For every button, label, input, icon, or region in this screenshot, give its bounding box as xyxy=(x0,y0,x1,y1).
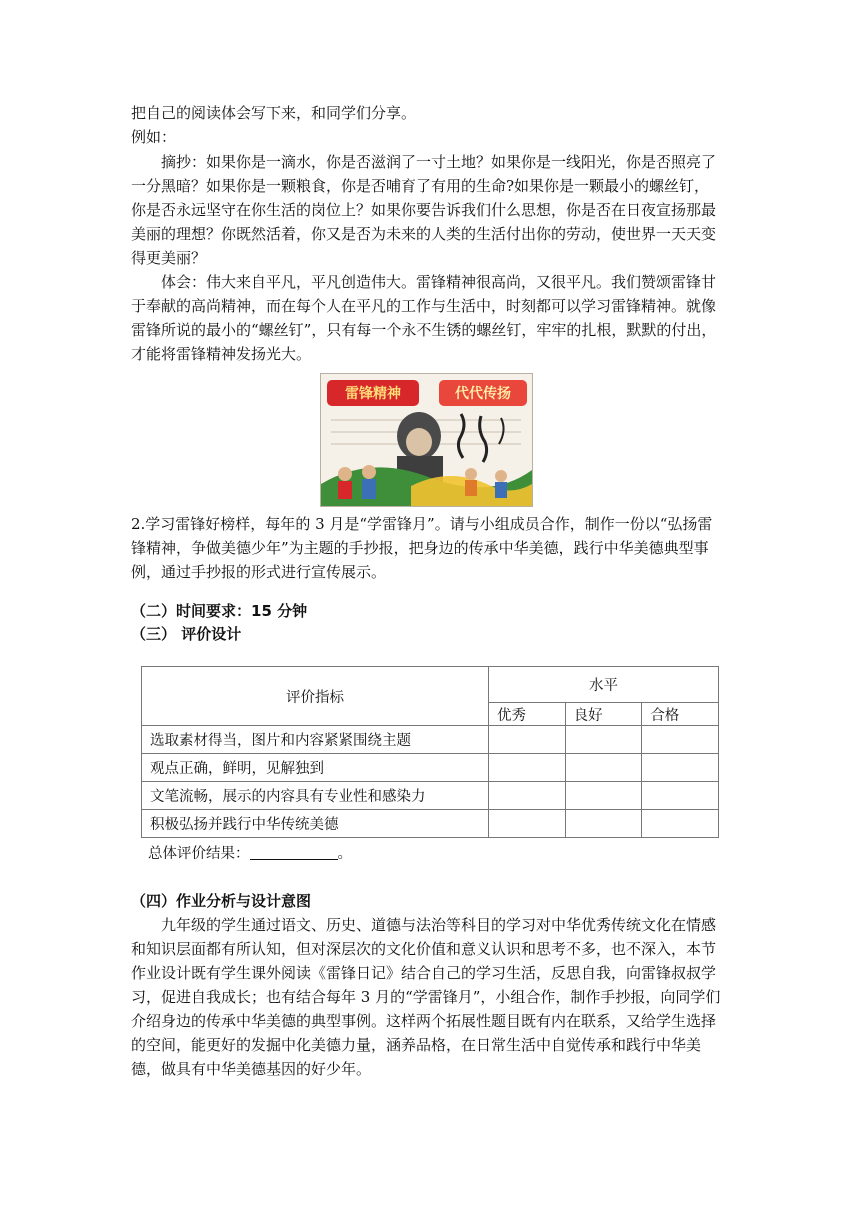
score-cell[interactable] xyxy=(565,810,642,838)
criterion-cell: 选取素材得当，图片和内容紧紧围绕主题 xyxy=(142,726,489,754)
score-cell[interactable] xyxy=(489,810,566,838)
indicator-header: 评价指标 xyxy=(142,667,489,726)
score-cell[interactable] xyxy=(489,726,566,754)
level-pass: 合格 xyxy=(642,703,719,726)
evaluation-design-heading: （三） 评价设计 xyxy=(131,625,242,643)
table-row xyxy=(142,810,719,838)
criterion-cell: 文笔流畅，展示的内容具有专业性和感染力 xyxy=(142,782,489,810)
analysis-paragraph: 九年级的学生通过语文、历史、道德与法治等科目的学习对中华优秀传统文化在情感和知识层面都有所认知，但对深层次的文化价值和意义认识和思考不多，也不深入，本节作业设计既有学生课外阅读《雷锋日记》结合自己的学习生活，反思自我，向雷锋叔叔学习，促进自我成长；也有结合每年 3 月的“学雷锋月”，小组合作，制作手抄报，向同学们介绍身边的传承中华美德的典型事例。这样两个拓展性题目既有内在联系，又给学生选择的空间，能更好的发掘中化美德力量，涵养品格，在日常生活中自觉传承和践行中华美德，做具有中华美德基因的好少年。 xyxy=(131,916,721,1078)
criterion-cell: 观点正确，鲜明，见解独到 xyxy=(142,754,489,782)
analysis-heading: （四）作业分析与设计意图 xyxy=(131,892,312,910)
task-2-paragraph: 2.学习雷锋好榜样，每年的 3 月是“学雷锋月”。请与小组成员合作，制作一份以“弘扬雷锋精神，争做美德少年”为主题的手抄报，把身边的传承中华美德，践行中华美德典型事例，通过手抄报的形式进行宣传展示。 xyxy=(131,515,713,581)
level-excellent: 优秀 xyxy=(489,703,566,726)
poster-illustration xyxy=(321,374,532,506)
table-row xyxy=(142,726,719,754)
score-cell[interactable] xyxy=(489,782,566,810)
table-row xyxy=(142,754,719,782)
score-cell[interactable] xyxy=(489,754,566,782)
example-label: 例如： xyxy=(131,128,177,146)
table-row xyxy=(142,782,719,810)
criterion-cell: 积极弘扬并践行中华传统美德 xyxy=(142,810,489,838)
score-cell[interactable] xyxy=(642,754,719,782)
score-cell[interactable] xyxy=(642,810,719,838)
score-cell[interactable] xyxy=(565,782,642,810)
overall-result-blank[interactable] xyxy=(250,845,338,860)
score-cell[interactable] xyxy=(642,782,719,810)
level-good: 良好 xyxy=(565,703,642,726)
lei-feng-poster-image xyxy=(320,373,533,507)
poster-title-right: 代代传扬 xyxy=(455,386,511,402)
score-cell[interactable] xyxy=(565,754,642,782)
time-requirement-heading: （二）时间要求：15 分钟 xyxy=(131,602,308,620)
reflection-paragraph: 体会：伟大来自平凡，平凡创造伟大。雷锋精神很高尚，又很平凡。我们赞颂雷锋甘于奉献的高尚精神，而在每个人在平凡的工作与生活中，时刻都可以学习雷锋精神。就像雷锋所说的最小的“螺丝钉”，只有每一个永不生锈的螺丝钉，牢牢的扎根，默默的付出，才能将雷锋精神发扬光大。 xyxy=(131,273,717,363)
overall-result-label: 总体评价结果： xyxy=(148,846,250,862)
evaluation-table xyxy=(141,666,719,838)
intro-line: 把自己的阅读体会写下来，和同学们分享。 xyxy=(131,104,417,122)
poster-title-left: 雷锋精神 xyxy=(345,386,401,402)
score-cell[interactable] xyxy=(642,726,719,754)
score-cell[interactable] xyxy=(565,726,642,754)
excerpt-paragraph: 摘抄：如果你是一滴水，你是否滋润了一寸土地？如果你是一线阳光，你是否照亮了一分黑暗？如果你是一颗粮食，你是否哺育了有用的生命?如果你是一颗最小的螺丝钉，你是否永远坚守在你生活的岗位上？如果你要告诉我们什么思想，你是否在日夜宣扬那最美丽的理想？你既然活着，你又是否为未来的人类的生活付出你的劳动，使世界一天天变得更美丽？ xyxy=(131,153,717,267)
overall-result-end: 。 xyxy=(337,846,352,862)
overall-result-line xyxy=(148,843,352,865)
table-header-row xyxy=(142,667,719,703)
level-header: 水平 xyxy=(489,667,719,703)
